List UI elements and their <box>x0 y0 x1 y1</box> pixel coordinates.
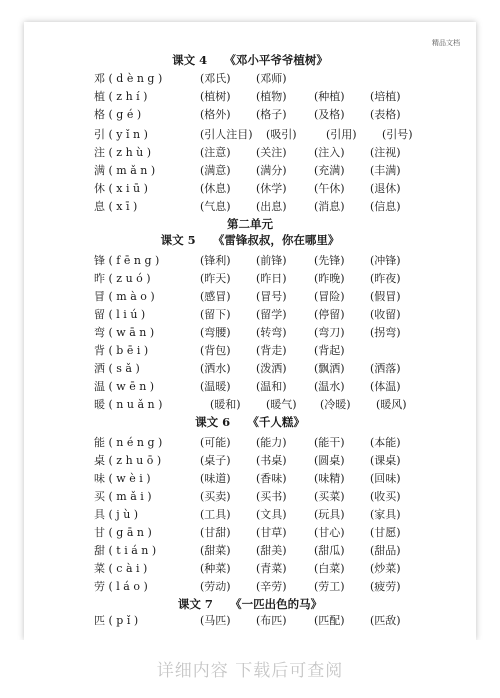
list-item: 引 ( y ǐ n ) (引人注目) (吸引) (引用) (引号) <box>94 128 413 141</box>
list-item: 甘 ( g ā n ) (甘甜) (甘草) (甘心) (甘愿) <box>94 526 401 539</box>
list-item: 锋 ( f ē n g ) (锋利) (前锋) (先锋) (冲锋) <box>94 254 401 267</box>
list-item: 植 ( z h í ) (植树) (植物) (种植) (培植) <box>94 90 401 103</box>
list-item: 息 ( x ī ) (气息) (出息) (消息) (信息) <box>94 200 401 213</box>
list-item: 休 ( x i ū ) (休息) (休学) (午休) (退休) <box>94 182 401 195</box>
list-item: 菜 ( c à i ) (种菜) (青菜) (白菜) (炒菜) <box>94 562 401 575</box>
list-item: 邓 ( d è n g ) (邓氏) (邓师) <box>94 72 287 85</box>
list-item: 买 ( m ǎ i ) (买卖) (买书) (买菜) (收买) <box>94 490 401 503</box>
list-item: 格 ( g é ) (格外) (格子) (及格) (表格) <box>94 108 401 121</box>
list-item: 洒 ( s ǎ ) (洒水) (泼洒) (飘洒) (洒落) <box>94 362 401 375</box>
list-item: 具 ( j ù ) (工具) (文具) (玩具) (家具) <box>94 508 401 521</box>
list-item: 劳 ( l á o ) (劳动) (辛劳) (劳工) (疲劳) <box>94 580 401 593</box>
list-item: 注 ( z h ù ) (注意) (关注) (注入) (注视) <box>94 146 401 159</box>
list-item: 味 ( w è i ) (味道) (香味) (味精) (回味) <box>94 472 401 485</box>
list-item: 桌 ( z h u ō ) (桌子) (书桌) (圆桌) (课桌) <box>94 454 401 467</box>
section-title-lesson-6-row: 课文 6 《千人糕》 <box>195 415 305 429</box>
list-item: 留 ( l i ú ) (留下) (留学) (停留) (收留) <box>94 308 401 321</box>
list-item: 满 ( m ǎ n ) (满意) (满分) (充满) (丰满) <box>94 164 401 177</box>
section-title-unit-2: 第二单元 <box>227 217 273 231</box>
list-item: 昨 ( z u ó ) (昨天) (昨日) (昨晚) (昨夜) <box>94 272 401 285</box>
list-item: 甜 ( t i á n ) (甜菜) (甜美) (甜瓜) (甜品) <box>94 544 401 557</box>
list-item: 暖 ( n u ǎ n ) (暖和) (暖气) (冷暖) (暖风) <box>94 398 407 411</box>
footer-text: 详细内容 下载后可查阅 <box>156 661 344 681</box>
header-label: 精品文档 <box>432 39 460 47</box>
list-item: 冒 ( m à o ) (感冒) (冒号) (冒险) (假冒) <box>94 290 401 303</box>
section-title-lesson-5: 课文 5 《雷锋叔叔，你在哪里》 <box>160 233 340 247</box>
list-item: 能 ( n é n g ) (可能) (能力) (能干) (本能) <box>94 436 401 449</box>
list-item: 背 ( b ē i ) (背包) (背走) (背起) <box>94 344 345 357</box>
section-title-lesson-7: 课文 7 《一匹出色的马》 <box>177 597 323 611</box>
footer-banner <box>0 640 500 698</box>
section-title-lesson-4: 课文 4 《邓小平爷爷植树》 <box>172 53 328 67</box>
list-item: 温 ( w ē n ) (温暖) (温和) (温水) (体温) <box>94 380 401 393</box>
document-page <box>24 22 476 640</box>
list-item: 弯 ( w ā n ) (弯腰) (转弯) (弯刀) (拐弯) <box>94 326 401 339</box>
list-item: 匹 ( p ǐ ) (马匹) (布匹) (匹配) (匹敌) <box>94 614 401 627</box>
